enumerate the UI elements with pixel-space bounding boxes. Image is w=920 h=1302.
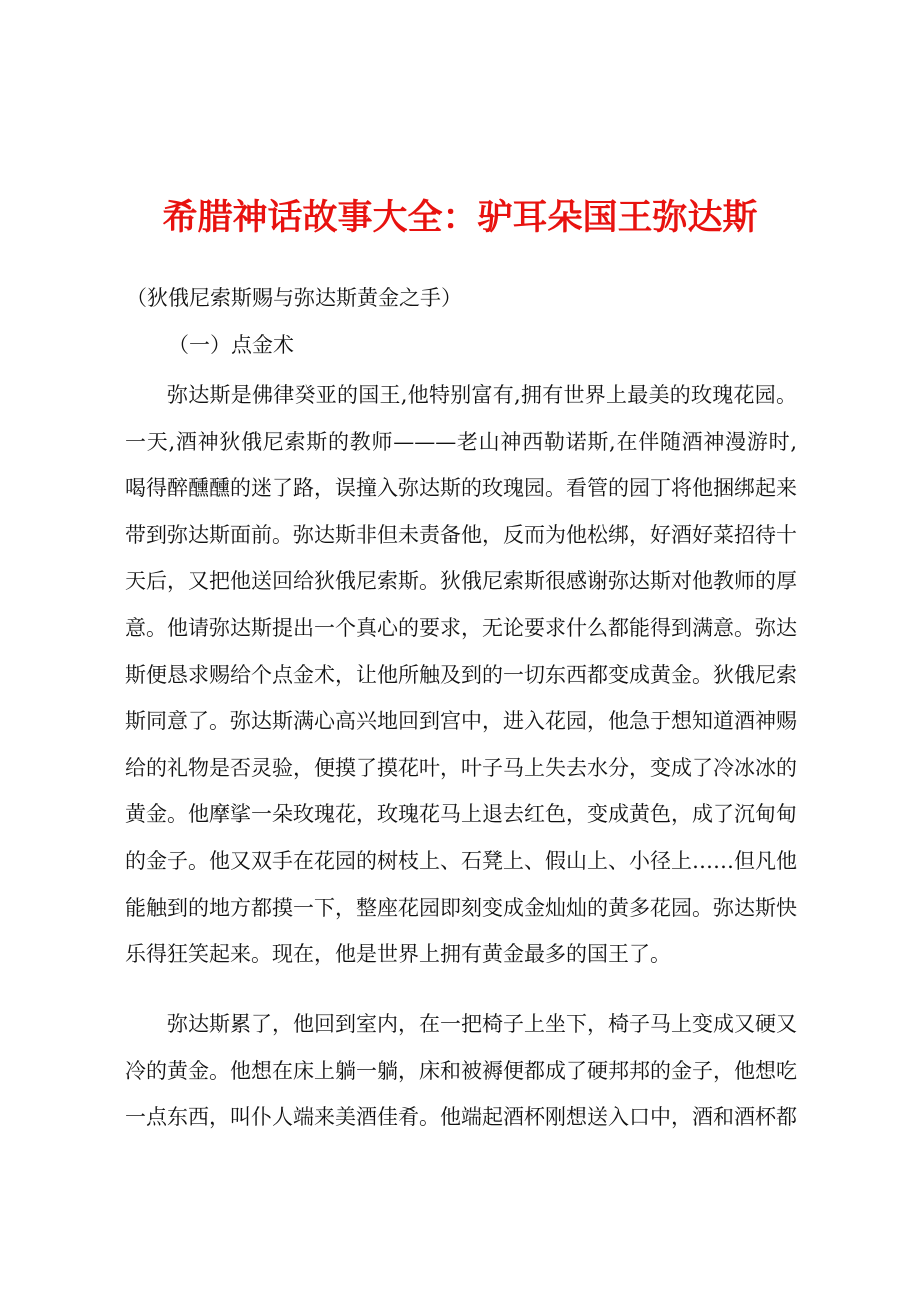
paragraph-line: 能触到的地方都摸一下，整座花园即刻变成金灿灿的黄多花园。弥达斯快 <box>125 895 797 920</box>
paragraph-line: 斯同意了。弥达斯满心高兴地回到宫中，进入花园，他急于想知道酒神赐 <box>125 709 797 734</box>
paragraph-line: 一点东西，叫仆人端来美酒佳肴。他端起酒杯刚想送入口中，酒和酒杯都 <box>125 1105 797 1130</box>
paragraph-line: 弥达斯累了，他回到室内，在一把椅子上坐下，椅子马上变成又硬又 <box>167 1012 797 1036</box>
section-heading: （一）点金术 <box>168 333 294 357</box>
paragraph-line: 喝得醉醺醺的迷了路，误撞入弥达斯的玫瑰园。看管的园丁将他捆绑起来 <box>125 476 797 501</box>
page-title: 希腊神话故事大全：驴耳朵国王弥达斯 <box>162 198 758 238</box>
subtitle: （狄俄尼索斯赐与弥达斯黄金之手） <box>126 286 462 310</box>
paragraph-line: 给的礼物是否灵验，便摸了摸花叶，叶子马上失去水分，变成了冷冰冰的 <box>125 755 797 780</box>
paragraph-line: 斯便恳求赐给个点金术，让他所触及到的一切东西都变成黄金。狄俄尼索 <box>125 662 797 687</box>
paragraph-line: 天后，又把他送回给狄俄尼索斯。狄俄尼索斯很感谢弥达斯对他教师的厚 <box>125 569 797 594</box>
paragraph-line: 黄金。他摩挲一朵玫瑰花，玫瑰花马上退去红色，变成黄色，成了沉甸甸 <box>125 802 797 827</box>
paragraph-line: 一天,酒神狄俄尼索斯的教师———老山神西勒诺斯,在伴随酒神漫游时, <box>125 429 797 454</box>
paragraph-1 <box>125 372 797 978</box>
paragraph-line: 带到弥达斯面前。弥达斯非但未责备他，反而为他松绑，好酒好菜招待十 <box>125 522 797 547</box>
paragraph-line: 乐得狂笑起来。现在，他是世界上拥有黄金最多的国王了。 <box>125 942 671 967</box>
paragraph-line: 意。他请弥达斯提出一个真心的要求，无论要求什么都能得到满意。弥达 <box>125 615 797 640</box>
paragraph-line: 的金子。他又双手在花园的树枝上、石凳上、假山上、小径上……但凡他 <box>125 848 797 873</box>
paragraph-2 <box>125 1001 797 1141</box>
paragraph-line: 弥达斯是佛律癸亚的国王,他特别富有,拥有世界上最美的玫瑰花园。 <box>167 383 797 407</box>
paragraph-line: 冷的黄金。他想在床上躺一躺，床和被褥便都成了硬邦邦的金子，他想吃 <box>125 1058 797 1083</box>
